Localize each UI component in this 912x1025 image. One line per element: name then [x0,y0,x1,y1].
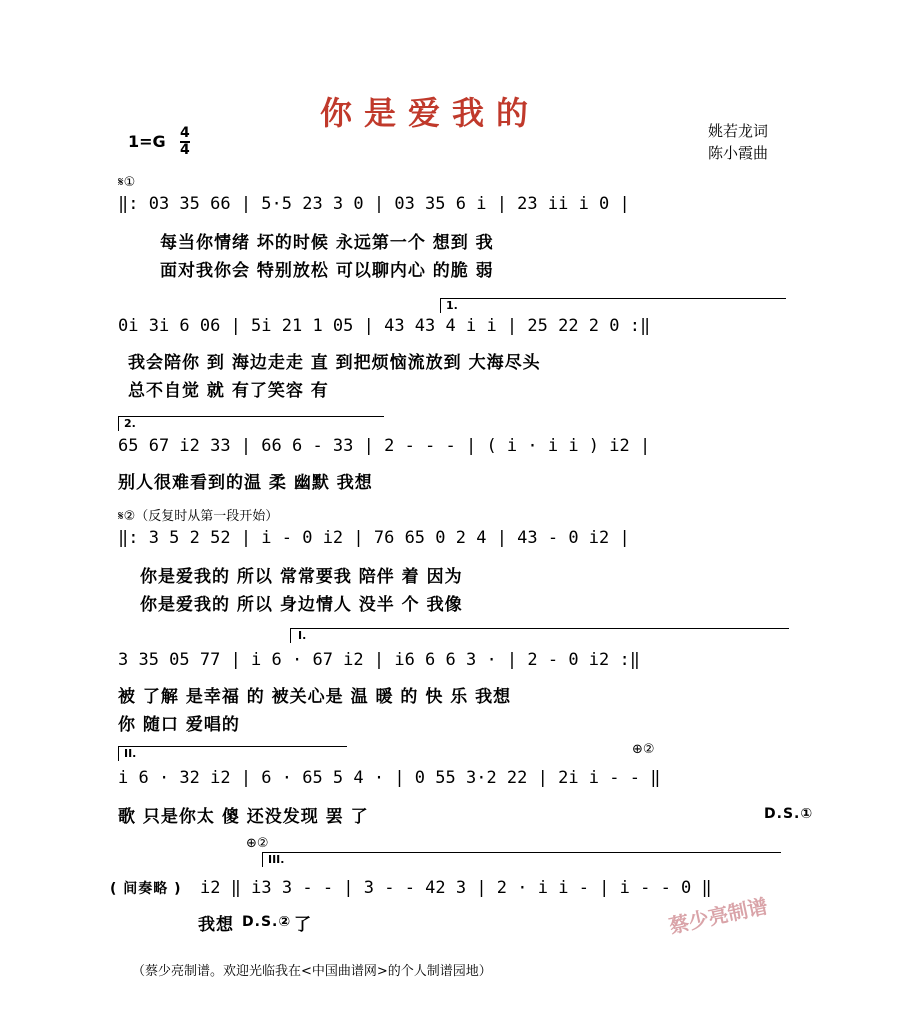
notation-line-4: ‖: 3 5 2 52 | i - 0 i2 | 76 65 0 2 4 | 43 - 0 i2 | [118,528,630,548]
credits [708,120,768,164]
lyric-line-2a: 我会陪你 到 海边走走 直 到把烦恼流放到 大海尽头 [128,353,541,373]
lyric-line-3: 别人很难看到的温 柔 幽默 我想 [118,473,373,493]
ds-marker-2: D.S.② [242,914,292,930]
lyric-line-5b: 你 随口 爱唱的 [118,715,240,735]
notation-line-5: 3 35 05 77 | i 6 · 67 i2 | i6 6 6 3 · | 2 - 0 i2 :‖ [118,650,640,670]
composer: 陈小霞曲 [708,144,769,162]
time-top: 4 [180,125,190,141]
volta-bracket-I [290,628,789,643]
volta-number-II: II. [124,747,137,760]
time-signature [180,126,190,158]
lyric-line-6: 歌 只是你太 傻 还没发现 罢 了 [118,807,369,827]
coda-sign-1: ⊕② [632,742,655,757]
lyric-line-4b: 你是爱我的 所以 身边情人 没半 个 我像 [140,595,463,615]
notation-line-2: 0i 3i 6 06 | 5i 21 1 05 | 43 43 4 i i | 25 22 2 0 :‖ [118,316,651,336]
ds-marker-1: D.S.① [764,806,814,822]
volta-number-2: 2. [124,417,136,430]
volta-bracket-2 [118,416,384,431]
volta-number-1: 1. [446,299,458,312]
volta-bracket-1 [440,298,786,313]
volta-number-III: III. [268,853,285,866]
footer-note: （蔡少亮制谱。欢迎光临我在<中国曲谱网>的个人制谱园地） [132,964,492,979]
lyric-line-7-end: 了 [294,915,312,935]
lyric-line-4a: 你是爱我的 所以 常常要我 陪伴 着 因为 [140,567,463,587]
lyric-line-1a: 每当你情绪 坏的时候 永远第一个 想到 我 [160,233,494,253]
watermark: 蔡少亮制谱 [666,893,770,939]
lyric-line-1b: 面对我你会 特别放松 可以聊内心 的脆 弱 [160,261,494,281]
song-title: 你是爱我的 [320,94,541,132]
notation-line-3: 65 67 i2 33 | 66 6 - 33 | 2 - - - | ( i · i i ) i2 | [118,436,651,456]
volta-bracket-III [262,852,781,867]
coda-sign-2: ⊕② [246,836,269,851]
lyric-line-2b: 总不自觉 就 有了笑容 有 [128,381,329,401]
segno-marker-2: 𝄋②（反复时从第一段开始） [118,509,279,524]
lyric-line-5a: 被 了解 是幸福 的 被关心是 温 暖 的 快 乐 我想 [118,687,512,707]
lyric-line-7: 我想 [198,915,234,935]
notation-line-7: i2 ‖ i3 3 - - | 3 - - 42 3 | 2 · i i - | i - - 0 ‖ [200,878,712,898]
volta-bracket-II [118,746,347,761]
segno-marker: 𝄋① [118,175,136,190]
notation-line-1: ‖: 03 35 66 | 5·5 23 3 0 | 03 35 6 i | 23 ii i 0 | [118,194,630,214]
lyricist: 姚若龙词 [708,122,769,140]
interlude-note: ( 间奏略 ) [110,881,182,897]
time-bottom: 4 [180,142,190,158]
key-signature: 1=G [128,132,166,151]
notation-line-6: i 6 · 32 i2 | 6 · 65 5 4 · | 0 55 3·2 22 | 2i i - - ‖ [118,768,661,788]
volta-number-I: I. [298,629,307,642]
